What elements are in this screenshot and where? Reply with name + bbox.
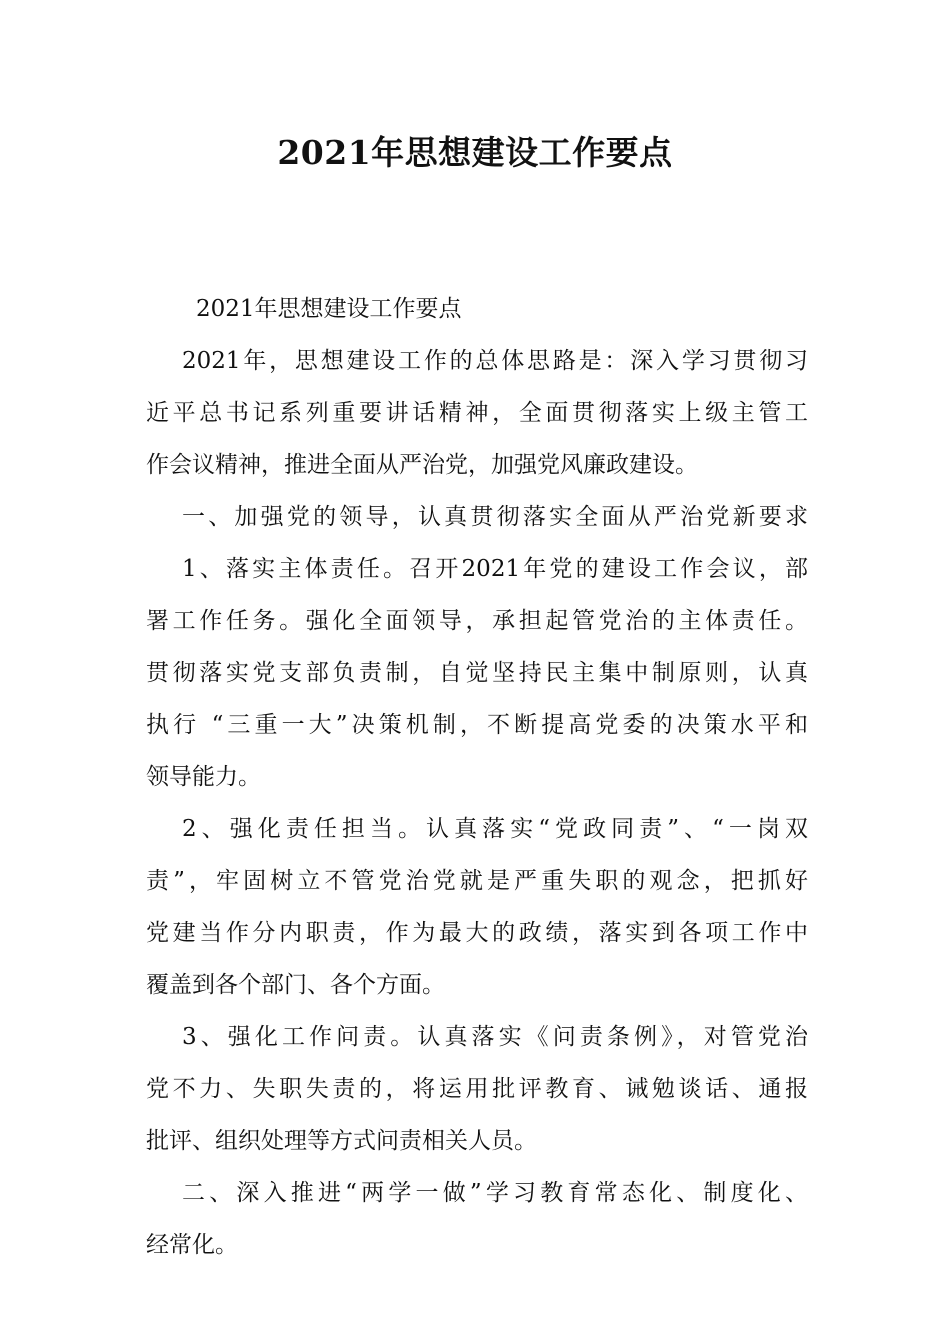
paragraph-line: 近平总书记系列重要讲话精神，全面贯彻落实上级主管工 [146,400,808,426]
paragraph-line: 贯彻落实党支部负责制，自觉坚持民主集中制原则，认真 [146,660,808,686]
paragraph-line: 3、强化工作问责。认真落实《问责条例》，对管党治 [182,1024,808,1050]
document-body [146,283,808,1271]
paragraph-line: 作会议精神，推进全面从严治党，加强党风廉政建设。 [146,452,698,478]
paragraph-line: 批评、组织处理等方式问责相关人员。 [146,1128,537,1154]
paragraph-line: 领导能力。 [146,764,261,790]
subtitle-line: 2021年思想建设工作要点 [196,296,462,322]
paragraph-line: 2、强化责任担当。认真落实“党政同责”、“一岗双 [182,816,808,842]
paragraph-line: 执行 “三重一大”决策机制，不断提高党委的决策水平和 [146,712,808,738]
paragraph-line: 责”，牢固树立不管党治党就是严重失职的观念，把抓好 [146,868,808,894]
paragraph-line: 覆盖到各个部门、各个方面。 [146,972,445,998]
section-heading: 二、深入推进“两学一做”学习教育常态化、制度化、 [182,1180,808,1206]
paragraph-line: 1、落实主体责任。召开2021年党的建设工作会议，部 [182,556,808,582]
paragraph-line: 2021年，思想建设工作的总体思路是：深入学习贯彻习 [182,348,808,374]
section-heading: 一、加强党的领导，认真贯彻落实全面从严治党新要求 [182,504,808,530]
paragraph-line: 党建当作分内职责，作为最大的政绩，落实到各项工作中 [146,920,808,946]
page-title: 2021年思想建设工作要点 [277,133,673,172]
paragraph-line: 经常化。 [146,1232,238,1258]
paragraph-line: 党不力、失职失责的，将运用批评教育、诫勉谈话、通报 [146,1076,808,1102]
paragraph-line: 署工作任务。强化全面领导，承担起管党治的主体责任。 [146,608,808,634]
